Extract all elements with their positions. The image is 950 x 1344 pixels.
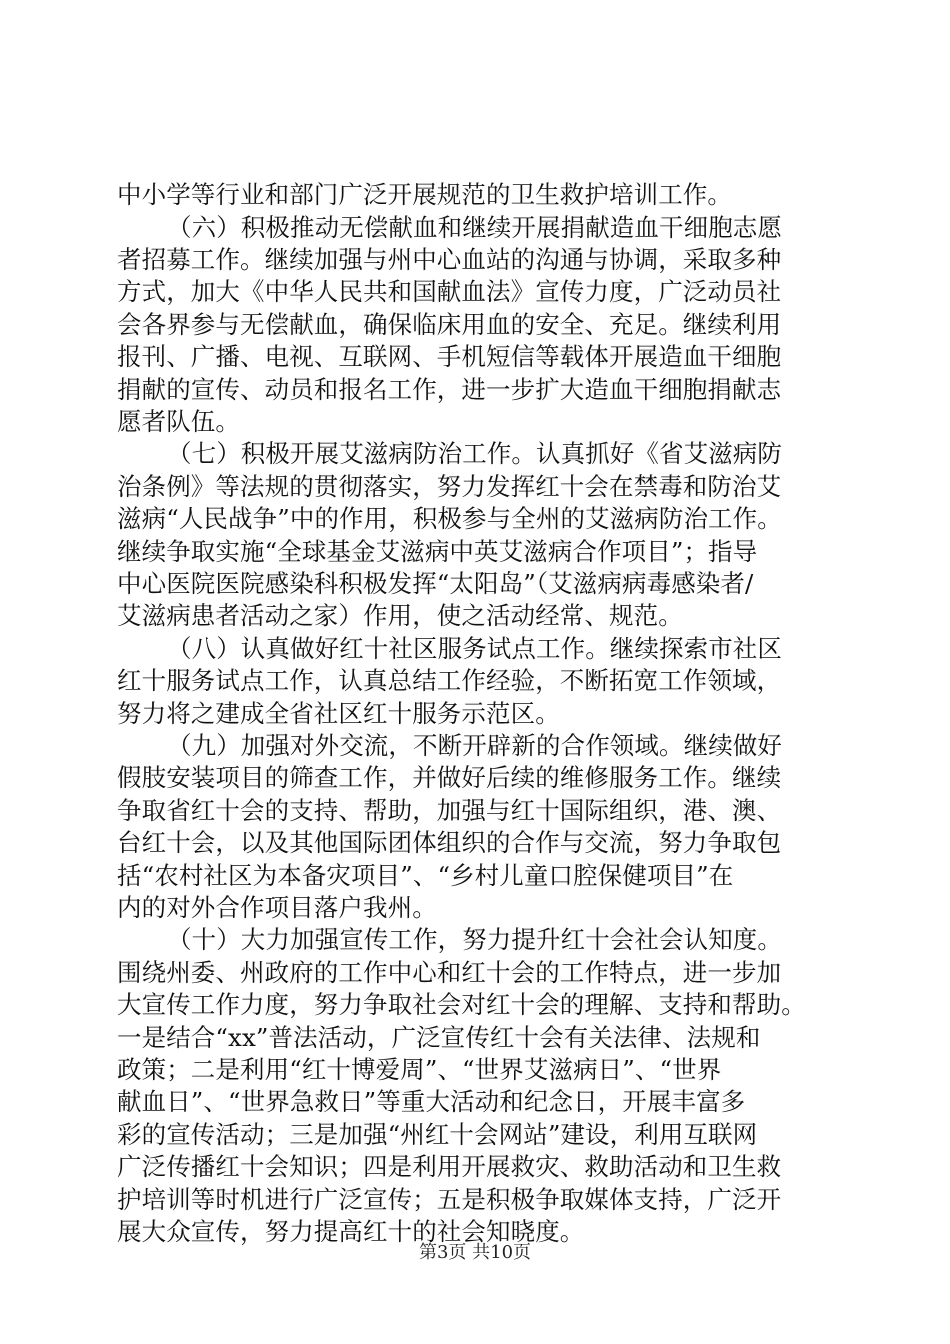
text-line: 者招募工作。继续加强与州中心血站的沟通与协调，采取多种 [117,245,782,274]
text-line: 大宣传工作力度，努力争取社会对红十会的理解、支持和帮助。 [117,990,806,1019]
text-line: 献血日”、“世界急救日”等重大活动和纪念日，开展丰富多 [117,1087,746,1116]
paragraph-seven-start: （七）积极开展艾滋病防治工作。认真抓好《省艾滋病防 [167,439,782,468]
text-line: 努力将之建成全省社区红十服务示范区。 [117,699,560,728]
text-line: 继续争取实施“全球基金艾滋病中英艾滋病合作项目”；指导 [117,537,758,566]
paragraph-ten-start: （十）大力加强宣传工作，努力提升红十会社会认知度。 [167,925,782,954]
text-line: 捐献的宣传、动员和报名工作，进一步扩大造血干细胞捐献志 [117,375,782,404]
text-line: 政策；二是利用“红十博爱周”、“世界艾滋病日”、“世界 [117,1055,722,1084]
text-line: 广泛传播红十会知识；四是利用开展救灾、救助活动和卫生救 [117,1152,782,1181]
paragraph-eight-start: （八）认真做好红十社区服务试点工作。继续探索市社区 [167,634,782,663]
text-line: 艾滋病患者活动之家）作用，使之活动经常、规范。 [117,601,683,630]
text-line: 彩的宣传活动；三是加强“州红十会网站”建设，利用互联网 [117,1120,758,1149]
text-line: 一是结合“xx”普法活动，广泛宣传红十会有关法律、法规和 [117,1023,761,1052]
text-line: 滋病“人民战争”中的作用，积极参与全州的艾滋病防治工作。 [117,504,782,533]
text-line: 假肢安装项目的筛查工作，并做好后续的维修服务工作。继续 [117,763,782,792]
text-line: 围绕州委、州政府的工作中心和红十会的工作特点，进一步加 [117,958,782,987]
text-line: 报刊、广播、电视、互联网、手机短信等载体开展造血干细胞 [117,342,782,371]
paragraph-nine-start: （九）加强对外交流，不断开辟新的合作领域。继续做好 [167,731,782,760]
text-line: 愿者队伍。 [117,407,240,436]
paragraph-six-start: （六）积极推动无偿献血和继续开展捐献造血干细胞志愿 [167,213,782,242]
text-line: 护培训等时机进行广泛宣传；五是积极争取媒体支持，广泛开 [117,1185,782,1214]
text-line: 台红十会，以及其他国际团体组织的合作与交流，努力争取包 [117,828,782,857]
text-line: 治条例》等法规的贯彻落实，努力发挥红十会在禁毒和防治艾 [117,472,782,501]
page-number-footer: 第3页 共10页 [418,1242,532,1263]
text-line: 中心医院医院感染科积极发挥“太阳岛”（艾滋病病毒感染者/ [117,569,754,598]
text-line: 争取省红十会的支持、帮助，加强与红十国际组织，港、澳、 [117,796,782,825]
text-line: 会各界参与无偿献血，确保临床用血的安全、充足。继续利用 [117,310,782,339]
text-line: 括“农村社区为本备灾项目”、“乡村儿童口腔保健项目”在 [117,861,734,890]
text-line: 中小学等行业和部门广泛开展规范的卫生救护培训工作。 [117,180,732,209]
text-line: 内的对外合作项目落户我州。 [117,893,437,922]
text-line: 展大众宣传，努力提高红十的社会知晓度。 [117,1217,585,1246]
text-line: 方式，加大《中华人民共和国献血法》宣传力度，广泛动员社 [117,277,782,306]
text-line: 红十服务试点工作，认真总结工作经验，不断拓宽工作领域， [117,666,782,695]
